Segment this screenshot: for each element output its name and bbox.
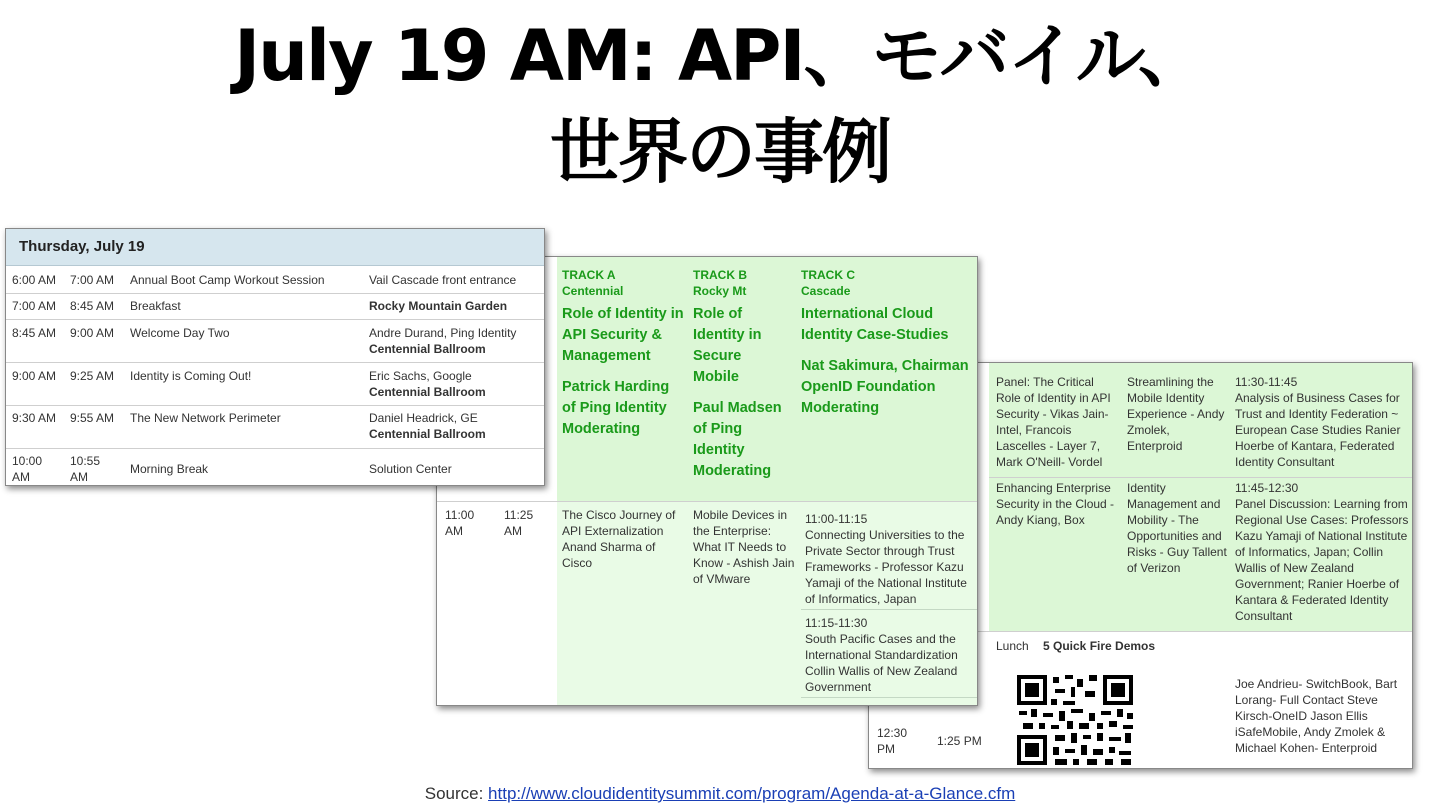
session-location: Centennial Ballroom <box>369 427 486 441</box>
row-divider <box>6 319 544 320</box>
session-speaker: Daniel Headrick, GE <box>369 411 478 425</box>
session-location: Vail Cascade front entrance <box>369 273 517 287</box>
session-location: Centennial Ballroom <box>369 342 486 356</box>
source-label: Source: <box>424 784 489 803</box>
session-title: Morning Break <box>130 462 209 476</box>
track-b-room: Rocky Mt <box>693 284 747 298</box>
source-link[interactable]: http://www.cloudidentitysummit.com/program/Agenda-at-a-Glance.cfm <box>488 784 1016 803</box>
session-location: Centennial Ballroom <box>369 385 486 399</box>
end-time: 9:55 AM <box>70 411 115 425</box>
session-enterprise-security: Enhancing Enterprise Security in the Cloud - Andy Kiang, Box <box>996 481 1115 527</box>
row-divider <box>6 405 544 406</box>
session-time: 11:00-11:15 <box>805 512 868 526</box>
row-divider <box>6 293 544 294</box>
track-b-moderator: Paul Madsen of Ping Identity Moderating <box>693 400 782 479</box>
end-time: 7:00 AM <box>70 273 115 287</box>
end-time: 1:25 PM <box>937 734 982 748</box>
session-title: Identity is Coming Out! <box>130 369 252 383</box>
row-divider <box>6 448 544 449</box>
end-time: 8:45 AM <box>70 299 115 313</box>
day-header <box>6 229 544 266</box>
session-mobile-identity: Streamlining the Mobile Identity Experience - Andy Zmolek, Enterproid <box>1127 375 1225 453</box>
start-time: 9:30 AM <box>12 411 57 425</box>
session-mobile-devices: Mobile Devices in the Enterprise: What IT Needs to Know - Ashish Jain of VMware <box>693 508 795 586</box>
session-cisco: The Cisco Journey of API Externalization Anand Sharma of Cisco <box>562 508 676 570</box>
session-south-pacific: South Pacific Cases and the International Standardization Collin Wallis of New Zealand Government <box>805 632 958 694</box>
session-universities: Connecting Universities to the Private Sector through Trust Frameworks - Professor Kazu Yamaji of the National Institute of Informatics, Japan <box>805 528 967 606</box>
end-time: 10:55 <box>70 454 101 468</box>
start-time: 12:30 PM <box>877 726 908 756</box>
row-divider <box>989 477 1412 478</box>
source-citation <box>0 784 1440 804</box>
start-time: 6:00 AM <box>12 273 57 287</box>
start-time: 7:00 AM <box>12 299 57 313</box>
end-time: 9:25 AM <box>70 369 115 383</box>
track-c-moderator: Nat Sakimura, Chairman OpenID Foundation Moderating <box>801 358 969 416</box>
start-time: 10:00 <box>12 454 43 468</box>
session-identity-mobility: Identity Management and Mobility - The Opportunities and Risks - Guy Tallent of Verizon <box>1127 481 1227 575</box>
slide-title-line-1: July 19 AM: API、モバイル、 <box>234 15 1206 97</box>
session-title: Annual Boot Camp Workout Session <box>130 273 325 287</box>
session-time: 11:15-11:30 <box>805 616 868 630</box>
session-speaker: Andre Durand, Ping Identity <box>369 326 517 340</box>
session-location: Solution Center <box>369 462 452 476</box>
row-divider <box>437 501 977 502</box>
start-time: 9:00 AM <box>12 369 57 383</box>
end-time: 9:00 AM <box>70 326 115 340</box>
track-a-title: Role of Identity in API Security & Management <box>562 306 684 364</box>
end-time: 11:25 AM <box>504 508 534 538</box>
track-c-label: TRACK C <box>801 268 855 282</box>
track-a-room: Centennial <box>562 284 624 298</box>
track-b-title: Role of Identity in Secure Mobile <box>693 306 762 385</box>
session-title: Breakfast <box>130 299 181 313</box>
start-time-ampm: AM <box>12 470 30 484</box>
track-c-title: International Cloud Identity Case-Studies <box>801 306 949 343</box>
session-panel-discussion: Panel Discussion: Learning from Regional Use Cases: Professors Kazu Yamaji of National Institute of Informatics, Japan; Collin Wallis of New Zealand Government; Ranier Hoerbe of Kantara & Federated Identity Consultant <box>1235 497 1409 623</box>
track-a-label: TRACK A <box>562 268 616 282</box>
row-divider <box>801 609 977 610</box>
track-c-room: Cascade <box>801 284 851 298</box>
row-divider <box>801 697 977 698</box>
session-speaker: Eric Sachs, Google <box>369 369 472 383</box>
start-time: 8:45 AM <box>12 326 57 340</box>
session-time: 11:30-11:45 <box>1235 375 1298 389</box>
end-time-ampm: AM <box>70 470 88 484</box>
slide-title-line-2: 世界の事例 <box>550 111 890 193</box>
session-location: Rocky Mountain Garden <box>369 299 508 313</box>
qr-code-image <box>1015 673 1135 768</box>
start-time: 11:00 AM <box>445 508 475 538</box>
row-divider <box>6 362 544 363</box>
session-api-panel: Panel: The Critical Role of Identity in API Security - Vikas Jain- Intel, Francois Lascelles - Layer 7, Mark O'Neill- Vordel <box>996 375 1111 469</box>
session-title: Welcome Day Two <box>130 326 230 340</box>
lunch-label: Lunch <box>996 639 1029 653</box>
agenda-screenshot-left <box>5 228 545 486</box>
session-title: The New Network Perimeter <box>130 411 281 425</box>
day-header-label: Thursday, July 19 <box>19 238 145 255</box>
demo-list: Joe Andrieu- SwitchBook, Bart Lorang- Full Contact Steve Kirsch-OneID Jason Ellis iSafeMobile, Andy Zmolek & Michael Kohen- Enterproid <box>1235 677 1398 755</box>
demos-label: 5 Quick Fire Demos <box>1043 639 1156 653</box>
session-business-cases: Analysis of Business Cases for Trust and Identity Federation ~ European Case Studies Ranier Hoerbe of Kantara, Federated Identity Consultant <box>1235 391 1401 469</box>
track-a-moderator: Patrick Harding of Ping Identity Moderating <box>562 379 670 437</box>
session-time: 11:45-12:30 <box>1235 481 1299 495</box>
track-b-label: TRACK B <box>693 268 747 282</box>
